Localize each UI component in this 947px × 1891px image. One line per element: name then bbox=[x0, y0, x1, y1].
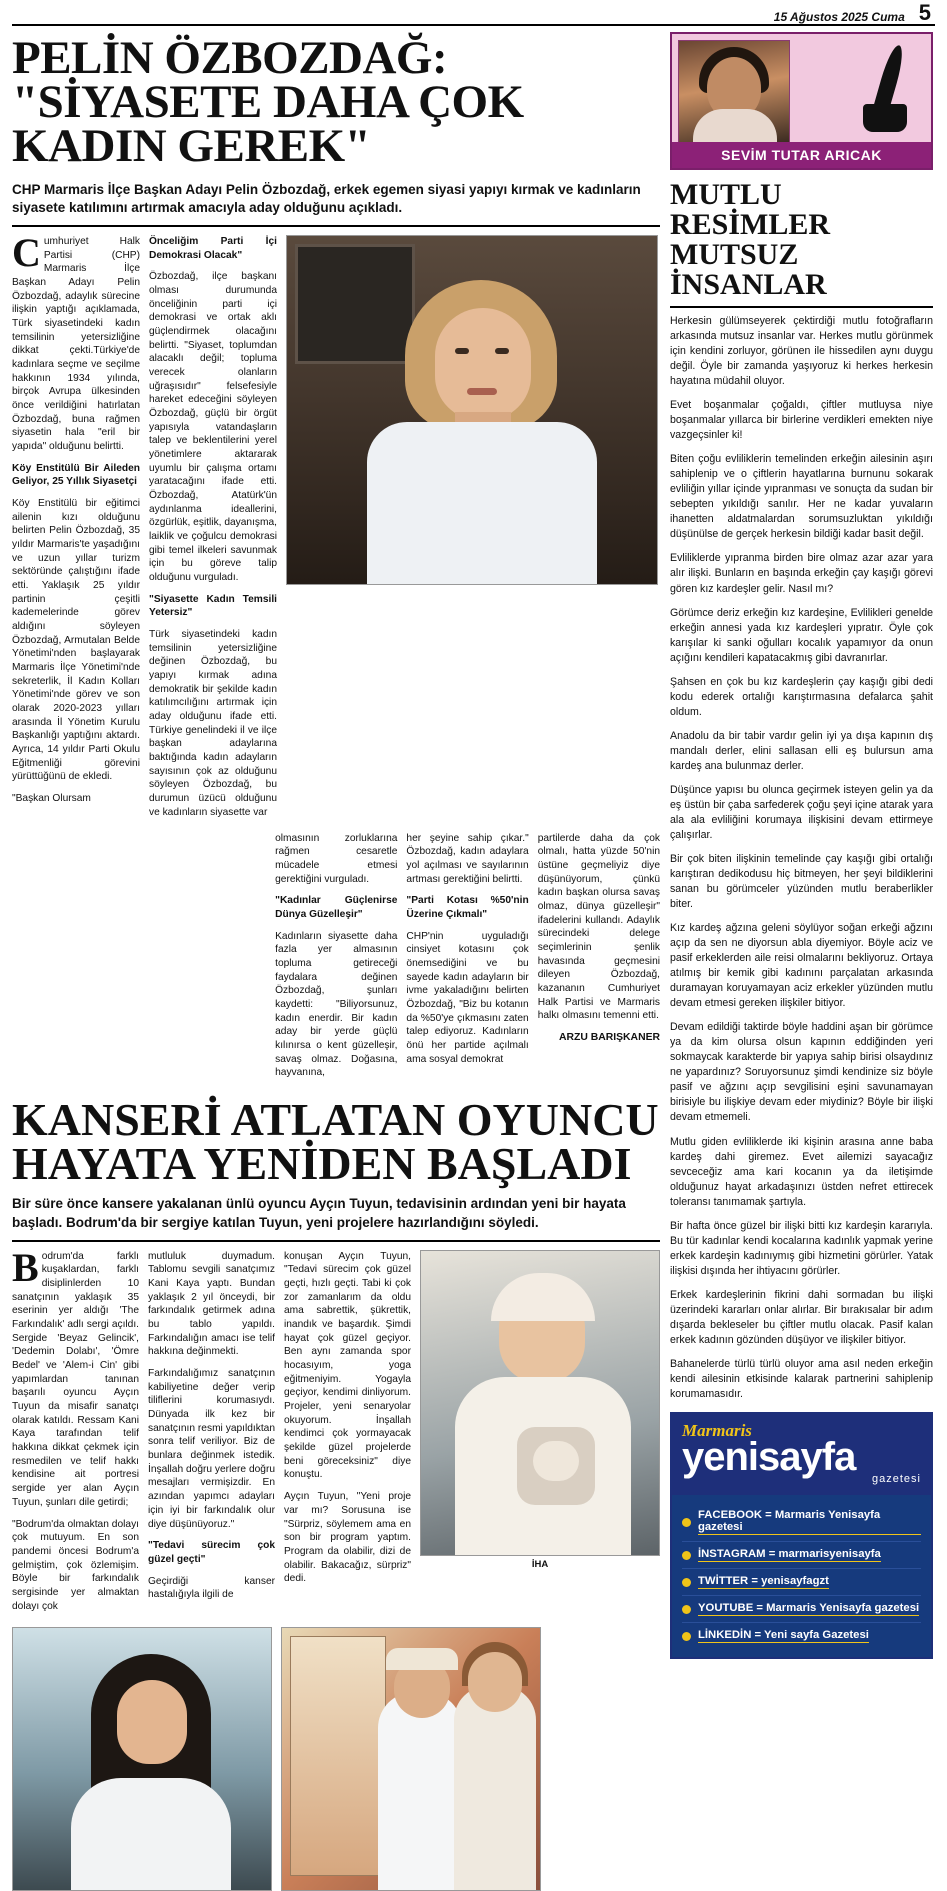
paragraph: Köy Enstitülü bir eğitimci ailenin kızı olduğunu belirten Pelin Özbozdağ, 35 yıldır Marmaris'te yaşadığını ve uzun yıllar turizm sektöründe çalıştığını ifade etti. Yaklaşık 25 yıldır partinin çeşitli kademelerinde görev aldığını söyleyen Özbozdağ, Armutalan Belde Yönetimi'nden başlayarak Marmaris İlçe Yönetimi'nde sekreterlik, İl Kadın Kolları Yönetimi'nde görev ve son olarak 2020-2023 yılları arasında İl Yönetim Kurulu Başkanlığı yaptığını aktardı. Ayrıca, 14 yıldır Parti Okulu Eğitmenliği görevini yürüttüğünü de ekledi. bbox=[12, 498, 140, 783]
article1-column-4 bbox=[406, 832, 528, 1088]
article1-column-1 bbox=[12, 229, 140, 828]
bullet-icon bbox=[682, 1632, 691, 1641]
social-link-twitter[interactable] bbox=[682, 1569, 921, 1596]
ad-brand-small: Marmaris bbox=[682, 1421, 752, 1440]
paragraph: Türk siyasetindeki kadın temsilinin yetersizliğine değinen Özbozdağ, bu yapıyı kırmak adına demokratik bir şekilde kadın katılımcılığını artırmak için aday olduğunu ifade etti. Türkiye genelindeki il ve ilçe başkan adaylarına baktığında kadın adayların sayısının çok az olduğunu söyleyen Özbozdağ, bu durumun üzücü olduğunu ve kadınların siyasette var bbox=[149, 629, 277, 818]
paragraph: her şeyine sahip çıkar." Özbozdağ, kadın adaylara yol açılması ve sayılarının artması gerektiğini belirtti. bbox=[406, 832, 529, 885]
quill-icon bbox=[829, 44, 917, 136]
article2-column-3 bbox=[284, 1250, 411, 1621]
article1-photo bbox=[286, 235, 658, 585]
article2-column-2 bbox=[148, 1250, 275, 1621]
article1-upper bbox=[12, 229, 660, 828]
paragraph: "Başkan Olursam bbox=[12, 793, 91, 805]
article1-byline: ARZU BARIŞKANER bbox=[558, 1031, 661, 1043]
article2-photo-wrap bbox=[420, 1250, 660, 1621]
social-link-linkedin[interactable] bbox=[682, 1623, 921, 1649]
subheading: "Siyasette Kadın Temsili Yetersiz" bbox=[149, 593, 277, 619]
paragraph: Özbozdağ, ilçe başkanı olması durumunda önceliğinin parti içi demokrasi ve ortak aklı güçlendirmek olacağını belirtti. "Siyaset, toplumdan alacaklı değil; topluma verecek olanların uğraşısıdır" felsefesiyle hareket edeceğini söyleyen Özbozdağ, güçlü bir örgüt yapısıyla vatandaşların talep ve beklentilerini yerel yönetimlere aktararak uyumlu bir çalışma ortamı yaratacağını ifade etti. Özbozdağ, Atatürk'ün aydınlanma ideallerini, özgürlük, eşitlik, dayanışma, laiklik ve çoğulcu demokrasi gibi temel ilkeleri savunmak için bu göreve talip olduğunu vurguladı. bbox=[149, 271, 277, 584]
social-link-facebook[interactable] bbox=[682, 1503, 921, 1542]
subheading: "Tedavi sürecim çok güzel geçti" bbox=[148, 1540, 275, 1565]
opinion-title: MUTLU RESİMLER MUTSUZ İNSANLAR bbox=[670, 180, 933, 308]
paragraph: Bir çok biten ilişkinin temelinde çay kaşığı gibi ortalığı karıştıran dedikodusu hiç bitmeyen, her şeyi bildiklerini sanan bu görümceler yüzünden mutlu beraberlikler biter. bbox=[670, 852, 933, 911]
social-link-label: TWİTTER = yenisayfagzt bbox=[698, 1575, 829, 1587]
bullet-icon bbox=[682, 1578, 691, 1587]
social-link-label: FACEBOOK = Marmaris Yenisayfa gazetesi bbox=[698, 1509, 921, 1535]
article2-deck: Bir süre önce kansere yakalanan ünlü oyuncu Ayçın Tuyun, tedavisinin ardından yeni bir hayata başladı. Bodrum'da bir sergiye katılan Tuyun, yeni projelere hazırlandığını söyledi. bbox=[12, 1195, 660, 1241]
paragraph: Kadınların siyasette daha fazla yer almasının topluma getireceği faydalara değinen Özbozdağ, şunları kaydetti: "Biliyorsunuz, kadın enerdir. Bir kadın aday bir yerde güçlü kılınırsa o kent güzelleşir, savaş olmaz. Doğasına, hayvanına, bbox=[275, 930, 398, 1079]
main-content bbox=[12, 32, 660, 1891]
columnist-header bbox=[670, 32, 933, 170]
paragraph: Şahsen en çok bu kız kardeşlerin çay kaşığı gibi dedi kodu ederek ortalığı karıştırmasına defalarca şahit oldum. bbox=[670, 675, 933, 718]
social-link-label: YOUTUBE = Marmaris Yenisayfa gazetesi bbox=[698, 1602, 920, 1614]
paragraph: Ayçın Tuyun, "Yeni proje var mı? Sorusuna ise "Sürpriz, söylemem ama en son bir program yaptım. Program da olabilir, dizi de olabilir. Bakacağız, sürpriz" dedi. bbox=[284, 1491, 411, 1585]
paragraph: "Bodrum'da olmaktan dolayı çok mutuyum. En son pandemi öncesi Bodrum'a gelmiştim, çok özlemişim. Böyle bir farkındalık sergisinde yer almaktan dolayı çok bbox=[12, 1518, 139, 1612]
newspaper-social-ad bbox=[670, 1412, 933, 1659]
paragraph: Evet boşanmalar çoğaldı, çiftler mutluysa niye boşanmalar yıllarca bir birlerine verdikleri emekten niye vazgeçsinler ki! bbox=[670, 399, 933, 442]
paragraph: konuşan Ayçın Tuyun, "Tedavi sürecim çok güzel geçti, hızlı geçti. Tabi ki çok zor zamanlarım da oldu ama sabrettik, şükrettik, inandık ve başardık. Şimdi hayat çok güzel geçiyor. Ben aynı zamanda spor hocasıyım, yoga eğitmeniyim. Yogayla geçiyor, kendimi dinliyorum. Projeler, yeni senaryolar okuyorum. İnşallah kendimci çok yormayacak şekilde güzel projelerde beni göreceksiniz" diye konuştu. bbox=[284, 1250, 411, 1481]
paragraph: Cumhuriyet Halk Partisi (CHP) Marmaris İlçe Başkan Adayı Pelin Özbozdağ, adaylık sürecine ilişkin yaptığı açıklamada, Türk siyasetindeki kadın temsilinin yetersizliğine dikkat çekti.Türkiye'de kadınlara seçme ve seçilme hakkının 1934 yılında, birçok Avrupa ülkesinden önce verildiğini hatırlatan Özbozdağ, buna rağmen siyasetin hala "eril bir yapıda" olduğunu belirtti. bbox=[12, 229, 140, 453]
social-link-youtube[interactable] bbox=[682, 1596, 921, 1623]
bullet-icon bbox=[682, 1551, 691, 1560]
article1-lower bbox=[12, 832, 660, 1088]
article1-column-2 bbox=[149, 235, 277, 828]
paragraph: Bahanelerde türlü türlü oluyor ama asıl neden erkeğin kendi ailesinin etkisinde kalarak partnerini sahiplenip korumamasıdır. bbox=[670, 1357, 933, 1400]
opinion-body bbox=[670, 314, 933, 1402]
ad-brand-block bbox=[672, 1414, 931, 1495]
bullet-icon bbox=[682, 1518, 691, 1527]
social-link-label: LİNKEDİN = Yeni sayfa Gazetesi bbox=[698, 1629, 869, 1641]
page-body bbox=[12, 32, 935, 1891]
paragraph: Geçirdiği kanser hastalığıyla ilgili de bbox=[148, 1575, 275, 1601]
paragraph: Biten çoğu evliliklerin temelinden erkeğin ailesinin aşırı sahiplenip ve o çiftlerin hayatlarına burnunu sokarak evliliğin yıllar içinde yıpranması ve sonuçta da sudan bir sebepten yıkıldığı sanılır. Her ne kadar yuvaların ihanetten aldatmalardan sorumsuzluktan yıkıldığı düşünülse de gerçek herkesin bildiği kadar basit değil. bbox=[670, 453, 933, 541]
article2-photo-3 bbox=[281, 1627, 541, 1891]
paragraph: CHP'nin uyguladığı cinsiyet kotasını çok önemsediğini ve bu sayede kadın adayların bir ivme yakaladığını belirten Özbozdağ, "Biz bu kotanın da %50'ye çıkmasını zaten talep ediyoruz. Kadınların önü her partide açılmalı ama sosyal demokrat bbox=[406, 930, 529, 1065]
photo-credit: İHA bbox=[531, 1558, 549, 1570]
paragraph: Kız kardeş ağzına geleni söylüyor soğan erkeği ağzını açıp da sen ne diyorsun abla diyemiyor. Böyle aciz ve pasif erkeklerden aile reisi olmalarını bekliyoruz. Ortaya atılmış bir kemik gibi kadınını parçalatan arkasında duramayan koruyamayan aciz erkekler yüzünden mutlu devam etmesi gereken ilişkiler bitiyor. bbox=[670, 922, 933, 1010]
paragraph: Evliliklerde yıpranma birden bire olmaz azar azar yara alır ilişki. Bunların en başında erkeğin çay kaşığı görevi gören kız kardeşler gelir. Nasıl mı? bbox=[670, 552, 933, 595]
columnist-name: SEVİM TUTAR ARICAK bbox=[672, 142, 931, 168]
paragraph: Erkek kardeşlerinin fikrini dahi sormadan bu ilişki üzerindeki kararları onlar alırlar. Bir bırakısalar bir adım dışarda bekleseler bu çiftler mutlu olacak. Pasif kalan erkek kadının gözünden düşüyor ve ilişkiler bitiyor. bbox=[670, 1288, 933, 1346]
article2-body bbox=[12, 1244, 660, 1621]
columnist-photo bbox=[678, 40, 790, 144]
article2-headline: KANSERİ ATLATAN OYUNCU HAYATA YENİDEN BAŞLADI bbox=[12, 1093, 659, 1189]
sidebar bbox=[670, 32, 933, 1891]
paragraph: Herkesin gülümseyerek çektirdiği mutlu fotoğrafların arkasında mutsuz insanlar var. Herkes mutlu görünmek için kendini zorluyor, görünen ile hissedilen aynı duygu değil. Öyle bir zamanda yaşıyoruz ki herkes herkesin hayatına müdahil oluyor. bbox=[670, 315, 933, 388]
paragraph: partilerde daha da çok olmalı, hatta yüzde 50'nin üstüne geçmeliyiz diye düşünüyorum, çünkü kadın başkan olursa savaş olmaz, dünya güzelleşir" ifadelerini kullandı. Adaylık sürecindeki delege seçimlerinin şenlik havasında geçmesini dileyen Özbozdağ, kazananın Cumhuriyet Halk Partisi ve Marmaris halkı olmasını temenni etti. bbox=[537, 832, 661, 1022]
subheading: "Kadınlar Güçlenirse Dünya Güzelleşir" bbox=[275, 895, 398, 920]
article2-column-1 bbox=[12, 1244, 139, 1621]
article1-column-5 bbox=[538, 832, 660, 1088]
paragraph: Bir hafta önce güzel bir ilişki bitti kız kardeşin kararıyla. Bu tür kadınlar kendi kocalarına kadınlık yapmak yerine erkek kardeşin kadınıymış gibi hizmetini görürler. Yatak ilişkisi dışında her ihtiyacını görürler. bbox=[670, 1219, 933, 1277]
paragraph: Mutlu giden evliliklerde iki kişinin arasına anne baba kardeş dahi giremez. Evet ailemizi sayacağız sevceceğiz ama kari kocanın ya da iletişimde olduğunuz hayat arkadaşınızı üstden nefret ettirecek toleransı tanımamak şartıyla. bbox=[670, 1135, 933, 1208]
ad-brand-sub: gazetesi bbox=[872, 1473, 921, 1485]
article2-photo-strip bbox=[12, 1627, 660, 1891]
paragraph: Devam edildiği taktirde böyle haddini aşan bir görümce ya da kim olursa olsun kapının eddiğinden yeri sokmaycak karakterde bir yapıya sahip birisi olsaydınız ne yapardınız? Soruyorsunuz şimdi kendinize siz böyle pasif ve ağzını açıp sevgilisini eşini savunamayan birisiyle bu ilişkiye devam eder miydiniz? Böyle bir ilişki devam etmemeli. bbox=[670, 1021, 933, 1124]
publication-date: 15 Ağustos 2025 Cuma bbox=[773, 10, 905, 24]
paragraph: Anadolu da bir tabir vardır gelin iyi ya dışa kapının dış mandalı derler, elini sallasan elli eş bulursun ama kardeş ana bulunmaz derler. bbox=[670, 729, 933, 772]
subheading: "Parti Kotası %50'nin Üzerine Çıkmalı" bbox=[406, 895, 529, 920]
page-header bbox=[12, 0, 935, 26]
social-links-list bbox=[672, 1495, 931, 1657]
article1-column-3 bbox=[275, 832, 397, 1088]
ad-brand-big: yenisayfa bbox=[682, 1435, 856, 1479]
paragraph: Farkındalığımız sanatçının kabiliyetine değer verip tiliflerini korumasıydı. Dünyada ilk kez bir sanatçının resmi yapıldıktan sonra telif veriliyor. Biz de bunlara değinmek istedik. İnşallah doğru yerlere doğru mesajları vermişizdir. En azından yapımcı adayları için iyi bir farkındalık olur diye düşünüyoruz." bbox=[148, 1368, 275, 1530]
social-link-label: İNSTAGRAM = marmarisyenisayfa bbox=[698, 1548, 881, 1560]
article1-headline: PELİN ÖZBOZDAĞ: "SİYASETE DAHA ÇOK KADIN GEREK" bbox=[12, 32, 524, 173]
page-number: 5 bbox=[918, 0, 931, 25]
article2-photo bbox=[420, 1250, 660, 1556]
subheading: Önceliğim Parti İçi Demokrasi Olacak" bbox=[149, 235, 277, 261]
subheading: Köy Enstitülü Bir Aileden Geliyor, 25 Yıllık Siyasetçi bbox=[12, 462, 140, 488]
paragraph: Düşünce yapısı bu olunca geçirmek isteyen gelin ya da eş üstün bir çaba sarfederek çoğu şeyi içine atarak yara ala ala evliliğini korumaya ilişkisini devam ettirmeye çalışırlar. bbox=[670, 783, 933, 841]
paragraph: mutluluk duymadum. Tablomu sevgili sanatçımız Kani Kaya yaptı. Bundan yaklaşık 2 yıl önceydi, bir farkındalık getirmek adına bu tablo yapıldı. Farkındalığın amacı ise telif hakkına değinmekti. bbox=[148, 1250, 275, 1358]
paragraph: olmasının zorluklarına rağmen cesaretle mücadele etmesi gerektiğini vurguladı. bbox=[275, 832, 398, 885]
article1-deck: CHP Marmaris İlçe Başkan Adayı Pelin Özbozdağ, erkek egemen siyasi yapıyı kırmak ve kadınların siyasete katılımını artırmak amacıyla aday olduğunu açıkladı. bbox=[12, 181, 660, 227]
paragraph: Bodrum'da farklı kuşaklardan, farklı disiplinlerden 10 sanatçının yaklaşık 35 eserinin yer aldığı 'The Farkındalık' adlı sergi açıldı. Sergide 'Beyaz Gelincik', 'Dedemin Dolabı', 'Ömre Bedel' ve 'Alem-i Cin' gibi yapımlardan tanınan başarılı oyuncu Ayçın Tuyun da misafir sanatçı olarak katıldı. Ressam Kani Kaya tarafından telif hakkına dikkat çekmek için resmedilen ve telif hakkı kendisine ait portresi sergide yer alan Ayçın Tuyun, şunları dile getirdi; bbox=[12, 1244, 139, 1508]
social-link-instagram[interactable] bbox=[682, 1542, 921, 1569]
article2-photo-2 bbox=[12, 1627, 272, 1891]
bullet-icon bbox=[682, 1605, 691, 1614]
paragraph: Görümce deriz erkeğin kız kardeşine, Evlilikleri genelde erkeğin annesi yada kız kardeşleri yıpratır. Öyle çok karışılar ki sanki oğulları kocalık yapamıyor da onun açığını kendileri kapatacakmış gibi davranırlar. bbox=[670, 606, 933, 664]
